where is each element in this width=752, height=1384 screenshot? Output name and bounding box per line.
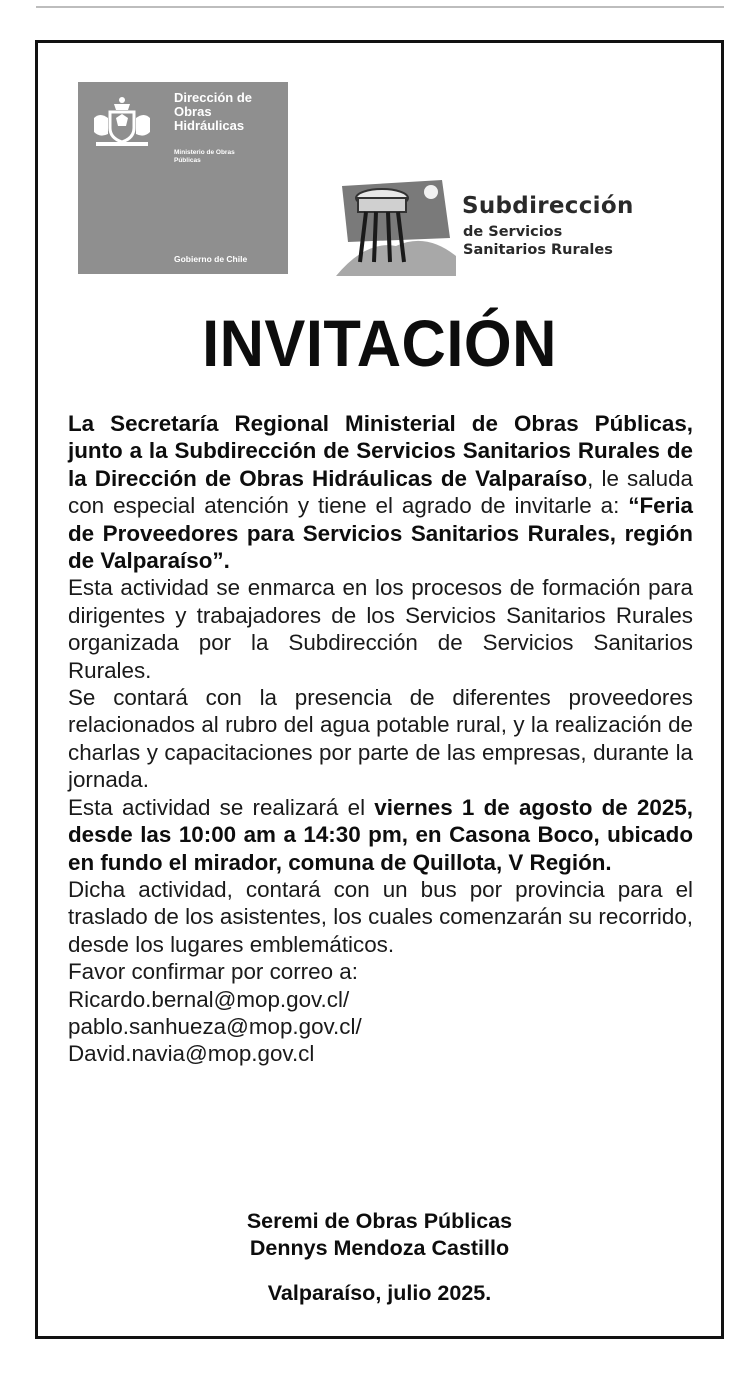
invitation-notice — [35, 40, 724, 1339]
ssr-subtitle: de Servicios Sanitarios Rurales — [463, 224, 613, 258]
page-title: INVITACIÓN — [202, 306, 557, 380]
email-ricardo[interactable]: Ricardo.bernal@mop.gov.cl/ — [68, 986, 350, 1012]
chile-coat-of-arms-icon — [86, 94, 158, 150]
ssr-title: Subdirección — [462, 193, 634, 219]
place-date: Valparaíso, julio 2025. — [267, 1281, 492, 1305]
intro-paragraph: La Secretaría Regional Ministerial de Obras Públicas, junto a la Subdirección de Servicios Sanitarios Rurales de la Dirección de Obras Hidráulicas de Valparaíso, le saluda con especial atención y tiene el agrado de invitarle a: “Feria de Proveedores para Servicios Sanitarios Rurales, región de Valparaíso”. — [68, 411, 693, 574]
doh-government: Gobierno de Chile — [174, 254, 248, 264]
signature-name: Dennys Mendoza Castillo — [249, 1236, 510, 1260]
event-details-paragraph: Esta actividad se realizará el viernes 1 de agosto de 2025, desde las 10:00 am a 14:30 pm, en Casona Boco, ubicado en fundo el mirador, comuna de Quillota, V Región. — [68, 794, 693, 875]
email-david[interactable]: David.navia@mop.gov.cl — [68, 1041, 315, 1067]
signature-title: Seremi de Obras Públicas — [246, 1209, 513, 1233]
invitation-body — [68, 410, 693, 1068]
doh-ministry: Ministerio de Obras Públicas — [174, 149, 235, 164]
email-pablo[interactable]: pablo.sanhueza@mop.gov.cl/ — [68, 1013, 362, 1039]
top-divider — [36, 6, 724, 8]
context-paragraph: Esta actividad se enmarca en los procesos de formación para dirigentes y trabajadores de los Servicios Sanitarios Rurales organizada por la Subdirección de Servicios Sanitarios Rurales. — [68, 575, 693, 683]
confirm-instruction: Favor confirmar por correo a: — [68, 959, 358, 985]
providers-paragraph: Se contará con la presencia de diferentes proveedores relacionados al rubro del agua potable rural, y la realización de charlas y capacitaciones por parte de las empresas, durante la jornada. — [68, 685, 693, 793]
transport-paragraph: Dicha actividad, contará con un bus por provincia para el traslado de los asistentes, los cuales comenzarán su recorrido, desde los lugares emblemáticos. — [68, 876, 693, 957]
rural-water-tower-icon — [336, 176, 456, 276]
doh-name: Dirección de Obras Hidráulicas — [174, 90, 253, 133]
doh-logo — [78, 82, 288, 274]
